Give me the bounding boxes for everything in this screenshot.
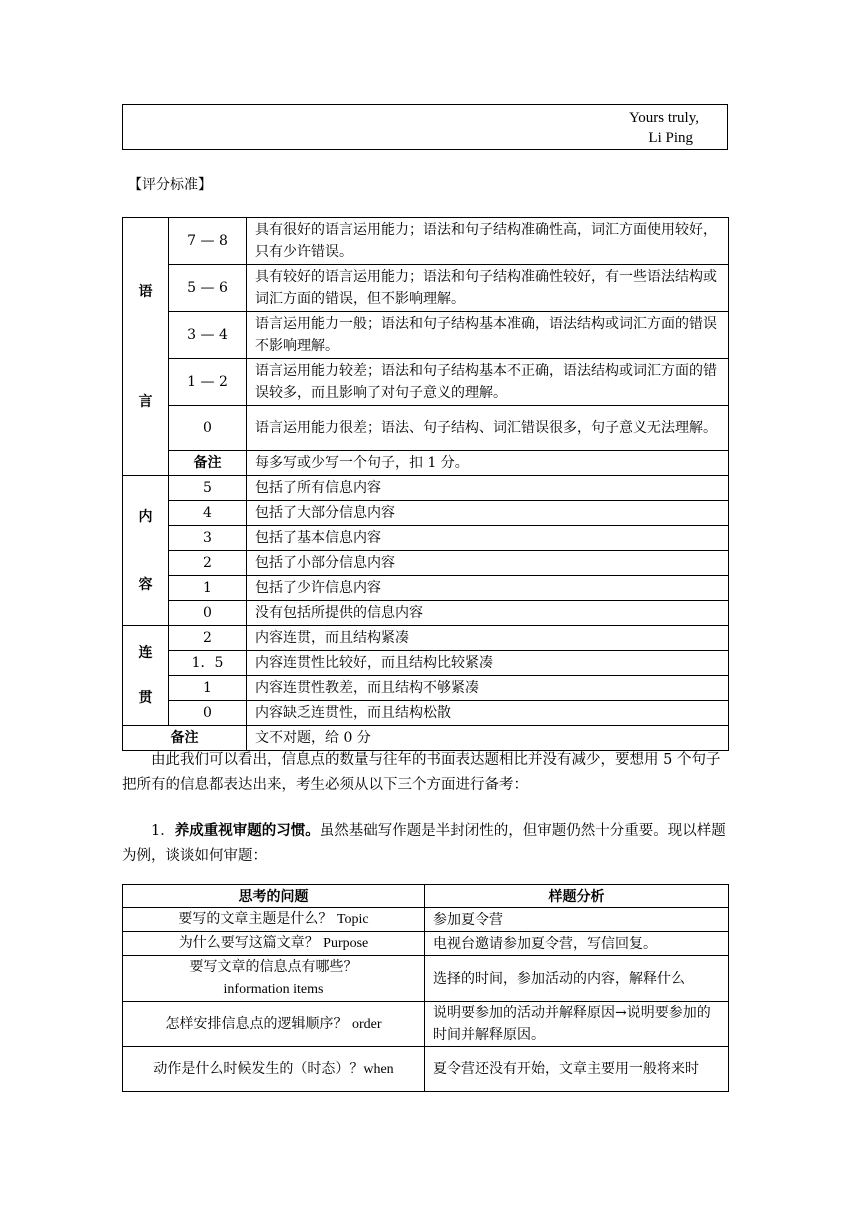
score-description: 具有很好的语言运用能力；语法和句子结构准确性高，词汇方面使用较好，只有少许错误。 [247, 218, 729, 265]
table-row [123, 651, 729, 676]
table-row [123, 451, 729, 476]
score-description: 内容连贯，而且结构紧凑 [247, 626, 729, 651]
score-description: 包括了基本信息内容 [247, 526, 729, 551]
table-row [123, 551, 729, 576]
score-value: 4 [169, 501, 247, 526]
score-description: 没有包括所提供的信息内容 [247, 601, 729, 626]
question-cell: 动作是什么时候发生的（时态）？when [123, 1047, 425, 1092]
answer-cell: 参加夏令营 [425, 908, 729, 932]
table-row [123, 312, 729, 359]
category-language: 语 言 [123, 218, 169, 476]
table-row [123, 956, 729, 1002]
score-value: 2 [169, 551, 247, 576]
score-range: 1 — 2 [169, 359, 247, 406]
step-number: 1． [151, 823, 175, 839]
answer-cell: 电视台邀请参加夏令营，写信回复。 [425, 932, 729, 956]
table-row [123, 701, 729, 726]
question-cell: 怎样安排信息点的逻辑顺序？ order [123, 1002, 425, 1047]
table-row [123, 218, 729, 265]
table-row [123, 726, 729, 751]
score-value: 1．5 [169, 651, 247, 676]
letter-signer-name: Li Ping [648, 130, 693, 146]
score-value: 5 [169, 476, 247, 501]
scoring-table [122, 217, 729, 751]
table-row [123, 601, 729, 626]
answer-cell: 选择的时间，参加活动的内容，解释什么 [425, 956, 729, 1002]
table-row [123, 359, 729, 406]
table-row [123, 908, 729, 932]
step-text: 虽然基础写作题是半封闭性的，但审题仍然十分重要。现以样题为例，谈谈如何审题： [122, 823, 726, 864]
analysis-table [122, 884, 729, 1092]
column-header: 样题分析 [425, 885, 729, 908]
score-value: 1 [169, 676, 247, 701]
final-note-text: 文不对题，给 0 分 [247, 726, 729, 751]
score-description: 内容连贯性教差，而且结构不够紧凑 [247, 676, 729, 701]
letter-signature-box [122, 104, 728, 150]
score-description: 内容连贯性比较好，而且结构比较紧凑 [247, 651, 729, 676]
score-description: 内容缺乏连贯性，而且结构松散 [247, 701, 729, 726]
table-row [123, 932, 729, 956]
score-value: 3 [169, 526, 247, 551]
category-content: 内 容 [123, 476, 169, 626]
score-range: 5 — 6 [169, 265, 247, 312]
table-row [123, 406, 729, 451]
score-description: 语言运用能力较差；语法和句子结构基本不正确，语法结构或词汇方面的错误较多，而且影响了对句子意义的理解。 [247, 359, 729, 406]
table-row [123, 476, 729, 501]
score-value: 0 [169, 701, 247, 726]
table-row [123, 576, 729, 601]
score-value: 1 [169, 576, 247, 601]
score-description: 包括了大部分信息内容 [247, 501, 729, 526]
score-range: 7 — 8 [169, 218, 247, 265]
score-description: 具有较好的语言运用能力；语法和句子结构准确性较好，有一些语法结构或词汇方面的错误，但不影响理解。 [247, 265, 729, 312]
score-description: 包括了所有信息内容 [247, 476, 729, 501]
score-description: 包括了小部分信息内容 [247, 551, 729, 576]
final-note-label: 备注 [123, 726, 247, 751]
scoring-heading: 【评分标准】 [128, 177, 212, 193]
letter-closing: Yours truly, [628, 110, 699, 126]
paragraph-step-1 [122, 818, 728, 869]
score-description: 包括了少许信息内容 [247, 576, 729, 601]
question-cell: 为什么要写这篇文章？ Purpose [123, 932, 425, 956]
table-row [123, 626, 729, 651]
table-row [123, 1047, 729, 1092]
score-description: 语言运用能力很差；语法、句子结构、词汇错误很多，句子意义无法理解。 [247, 406, 729, 451]
score-value: 2 [169, 626, 247, 651]
question-cell: 要写文章的信息点有哪些？ information items [123, 956, 425, 1002]
table-row [123, 501, 729, 526]
table-row [123, 676, 729, 701]
column-header: 思考的问题 [123, 885, 425, 908]
score-range: 0 [169, 406, 247, 451]
step-title: 养成重视审题的习惯。 [174, 822, 320, 839]
note-text: 每多写或少写一个句子，扣 1 分。 [247, 451, 729, 476]
table-row [123, 1002, 729, 1047]
table-header-row [123, 885, 729, 908]
score-range: 3 — 4 [169, 312, 247, 359]
question-cell: 要写的文章主题是什么？ Topic [123, 908, 425, 932]
score-value: 0 [169, 601, 247, 626]
paragraph-intro: 由此我们可以看出，信息点的数量与往年的书面表达题相比并没有减少，要想用 5 个句子把所有的信息都表达出来，考生必须从以下三个方面进行备考： [122, 752, 721, 793]
table-row [123, 526, 729, 551]
answer-cell: 说明要参加的活动并解释原因→说明要参加的时间并解释原因。 [425, 1002, 729, 1047]
answer-cell: 夏令营还没有开始，文章主要用一般将来时 [425, 1047, 729, 1092]
table-row [123, 265, 729, 312]
category-coherence: 连 贯 [123, 626, 169, 726]
note-label: 备注 [169, 451, 247, 476]
score-description: 语言运用能力一般；语法和句子结构基本准确，语法结构或词汇方面的错误不影响理解。 [247, 312, 729, 359]
